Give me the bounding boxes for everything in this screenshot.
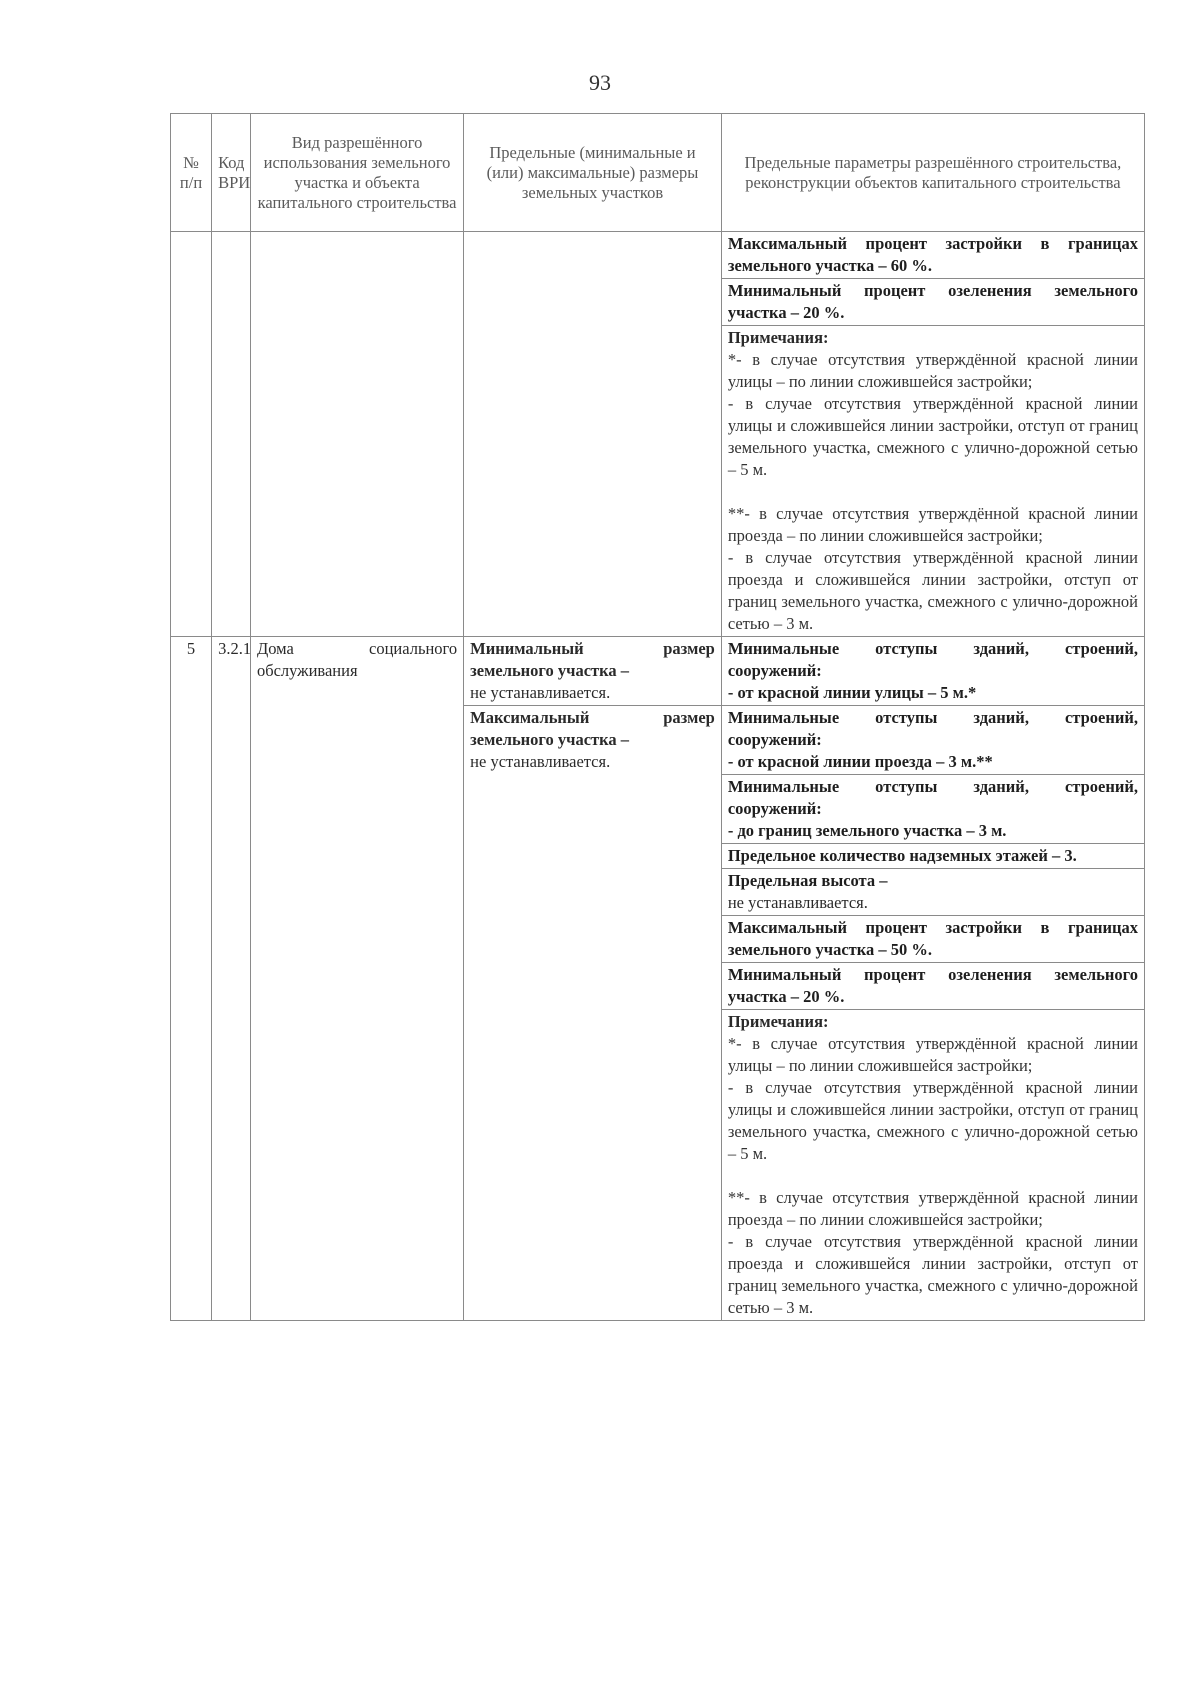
size-label: Минимальный размер земельного участка – xyxy=(470,639,715,680)
notes-title: Примечания: xyxy=(727,1012,829,1031)
row5-num: 5 xyxy=(171,637,212,1321)
row5-param xyxy=(721,916,1144,963)
row5-notes-cell xyxy=(721,1010,1144,1321)
row5-param xyxy=(721,637,1144,706)
page-number: 93 xyxy=(589,70,611,95)
cont-num-cell xyxy=(171,232,212,637)
param-text: Минимальные отступы зданий, строений, сооружений: xyxy=(727,777,1138,818)
param-text: Максимальный процент застройки в границах земельного участка – 50 %. xyxy=(727,918,1138,959)
header-params: Предельные параметры разрешённого строительства, реконструкции объектов капитального строительства xyxy=(721,114,1144,232)
row5-param xyxy=(721,844,1144,869)
header-code: Код ВРИ xyxy=(212,114,251,232)
note-line: *- в случае отсутствия утверждённой красной линии улицы – по линии сложившейся застройки; xyxy=(727,350,1138,391)
cont-code-cell xyxy=(212,232,251,637)
cont-param-cell xyxy=(721,232,1144,279)
row5-size-max xyxy=(464,706,722,1321)
row5-type: Дома социального обслуживания xyxy=(250,637,463,1321)
param-text: Предельная высота – xyxy=(727,871,888,890)
param-value: не устанавливается. xyxy=(727,893,868,912)
cont-param-cell xyxy=(721,279,1144,326)
param-text: - от красной линии проезда – 3 м.** xyxy=(727,752,993,771)
param-text: Минимальный процент озеленения земельного участка – 20 %. xyxy=(727,281,1138,322)
note-line: - в случае отсутствия утверждённой красной линии проезда и сложившейся линии застройки, отступ от границ земельного участка, смежного с улично-дорожной сетью – 3 м. xyxy=(727,1232,1138,1317)
header-num: № п/п xyxy=(171,114,212,232)
table-header xyxy=(171,114,1145,232)
row5-param xyxy=(721,775,1144,844)
note-line: **- в случае отсутствия утверждённой красной линии проезда – по линии сложившейся застройки; xyxy=(727,1188,1138,1229)
param-text: Минимальные отступы зданий, строений, сооружений: xyxy=(727,639,1138,680)
row5-param xyxy=(721,869,1144,916)
size-value: не устанавливается. xyxy=(470,683,611,702)
cont-type-cell xyxy=(250,232,463,637)
param-text: Предельное количество надземных этажей – 3. xyxy=(727,846,1077,865)
note-gap xyxy=(728,1165,1138,1187)
cont-size-cell xyxy=(464,232,722,637)
cont-notes-cell xyxy=(721,326,1144,637)
row5-code: 3.2.1 xyxy=(212,637,251,1321)
param-text: - до границ земельного участка – 3 м. xyxy=(727,821,1007,840)
param-text: Минимальный процент озеленения земельного участка – 20 %. xyxy=(727,965,1138,1006)
row5-param xyxy=(721,706,1144,775)
note-line: - в случае отсутствия утверждённой красной линии улицы и сложившейся линии застройки, отступ от границ земельного участка, смежного с улично-дорожной сетью – 5 м. xyxy=(727,1078,1138,1163)
param-text: - от красной линии улицы – 5 м.* xyxy=(727,683,977,702)
param-text: Минимальные отступы зданий, строений, сооружений: xyxy=(727,708,1138,749)
header-size: Предельные (минимальные и (или) максимальные) размеры земельных участков xyxy=(464,114,722,232)
size-value: не устанавливается. xyxy=(470,752,611,771)
param-text: Максимальный процент застройки в границах земельного участка – 60 %. xyxy=(727,234,1138,275)
header-type: Вид разрешённого использования земельного участка и объекта капитального строительства xyxy=(250,114,463,232)
size-label: Максимальный размер земельного участка – xyxy=(470,708,715,749)
notes-title: Примечания: xyxy=(727,328,829,347)
note-line: **- в случае отсутствия утверждённой красной линии проезда – по линии сложившейся застройки; xyxy=(727,504,1138,545)
note-line: - в случае отсутствия утверждённой красной линии улицы и сложившейся линии застройки, отступ от границ земельного участка, смежного с улично-дорожной сетью – 5 м. xyxy=(727,394,1138,479)
note-gap xyxy=(728,481,1138,503)
regulations-table xyxy=(170,113,1145,1321)
note-line: *- в случае отсутствия утверждённой красной линии улицы – по линии сложившейся застройки; xyxy=(727,1034,1138,1075)
note-line: - в случае отсутствия утверждённой красной линии проезда и сложившейся линии застройки, отступ от границ земельного участка, смежного с улично-дорожной сетью – 3 м. xyxy=(727,548,1138,633)
row5-size-min xyxy=(464,637,722,706)
row5-param xyxy=(721,963,1144,1010)
